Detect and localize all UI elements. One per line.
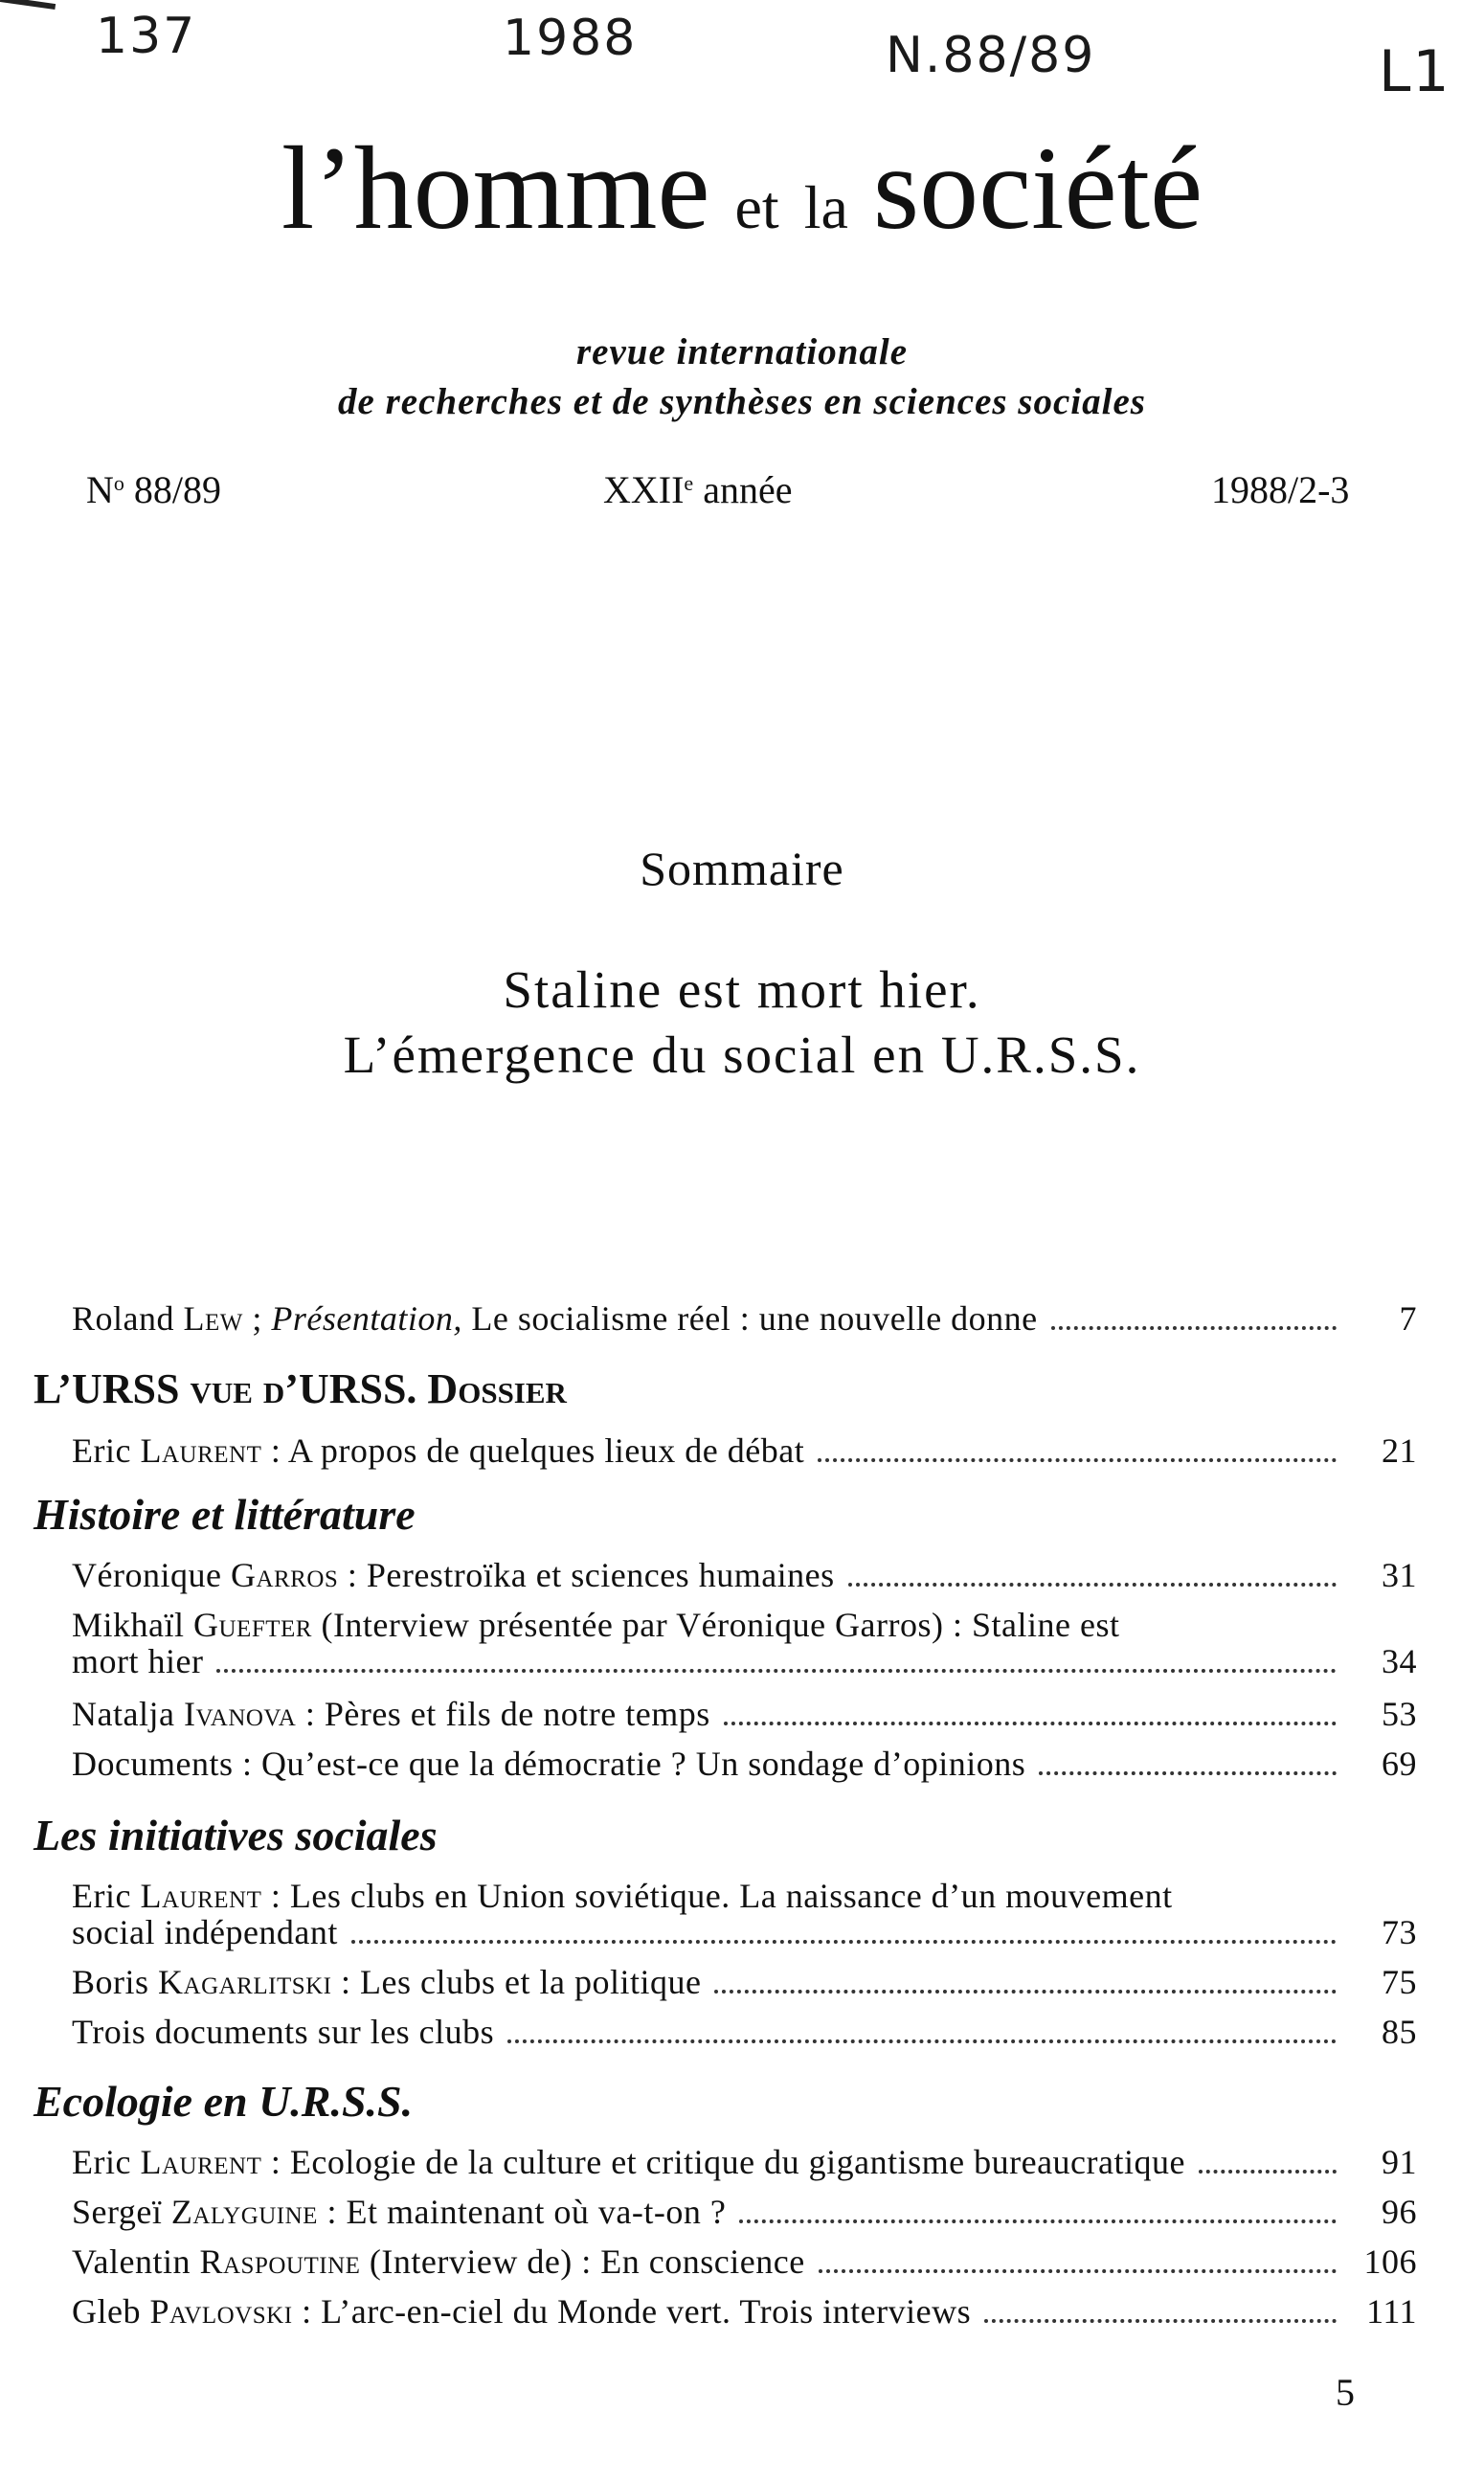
entry-title: : Pères et fils de notre temps [296,1695,710,1733]
dot-leader [216,1669,1337,1673]
toc-entry-continued [72,1637,1417,1681]
entry-title: : Les clubs en Union soviétique. La naissance d’un mouvement [261,1877,1173,1915]
author-first: Roland [72,1299,174,1338]
page-number: 69 [1382,1745,1417,1783]
section-heading-initiatives: Les initiatives sociales [34,1811,438,1859]
toc-entry [72,1427,1417,1471]
entry-title: : A propos de quelques lieux de débat [261,1431,805,1470]
author-last: Laurent [140,1877,262,1915]
page-number: 7 [1399,1299,1417,1338]
author-last: Laurent [140,1431,262,1470]
journal-title-et: et [734,173,779,241]
page-number: 53 [1382,1695,1417,1733]
page-number: 31 [1382,1556,1417,1594]
issue-number-value: 88/89 [133,468,222,511]
author-last: Raspoutine [199,2242,361,2281]
page-number: 73 [1382,1913,1417,1951]
author-first: Mikhaïl [72,1606,185,1644]
page-number: 106 [1363,2242,1417,2281]
author-first: Eric [72,1877,131,1915]
entry-title: (Interview de) : En conscience [360,2242,805,2281]
author-first: Eric [72,1431,131,1470]
dot-leader [507,2039,1337,2043]
dot-leader [1199,2170,1337,2174]
dot-leader [739,2219,1337,2223]
journal-title-societe: société [872,123,1203,254]
toc-entry [72,2238,1417,2282]
issue-number [86,467,221,512]
author-last: Garros [230,1556,339,1594]
toc-entry [72,2188,1417,2232]
issue-number-prefix: N [86,468,114,511]
handwritten-year: 1988 [503,10,638,67]
dot-leader [848,1583,1337,1587]
page-number: 96 [1382,2193,1417,2231]
journal-title [0,123,1484,254]
dot-leader [351,1940,1337,1944]
issue-date: 1988/2-3 [1211,468,1350,511]
author-first: Boris [72,1963,149,2001]
subtitle-line-2: de recherches et de synthèses en sciences sociales [338,381,1146,422]
dot-leader [724,1722,1337,1725]
dot-leader [984,2319,1337,2323]
page-folio: 5 [1336,2371,1355,2414]
journal-title-homme: l’homme [281,123,710,254]
scan-mark [0,0,56,10]
dot-leader [1039,1771,1337,1775]
section-heading-histoire: Histoire et littérature [34,1490,416,1539]
toc-entry-continued [72,1908,1417,1952]
journal-title-la: la [803,173,848,241]
author-last: Zalyguine [170,2193,318,2231]
handwritten-reference: N.88/89 [886,27,1096,84]
entry-title: : Ecologie de la culture et critique du gigantisme bureaucratique [261,2143,1185,2181]
toc-entry [72,1551,1417,1595]
author-first: Natalja [72,1695,175,1733]
entry-title-continued: mort hier [72,1642,204,1680]
contents-heading: Sommaire [640,842,844,895]
author-first: Eric [72,2143,131,2181]
author-last: Kagarlitski [158,1963,332,2001]
issue-year-word: année [703,468,793,511]
author-last: Lew [183,1299,243,1338]
page-number: 21 [1382,1431,1417,1470]
subtitle-line-1: revue internationale [575,331,909,372]
page-number: 85 [1382,2013,1417,2051]
theme-title-line-2: L’émergence du social en U.R.S.S. [343,1025,1141,1084]
page-number: 91 [1382,2143,1417,2181]
separator: ; [242,1299,272,1338]
entry-title: Le socialisme réel : une nouvelle donne [461,1299,1038,1338]
toc-entry [72,2287,1417,2332]
section-heading-dossier: L’URSS vue d’URSS. Dossier [34,1365,567,1412]
theme-title-line-1: Staline est mort hier. [503,960,981,1019]
section-heading-ecologie: Ecologie en U.R.S.S. [34,2077,414,2126]
author-first: Véronique [72,1556,222,1594]
handwritten-code: L1 [1379,38,1451,105]
toc-entry [72,1690,1417,1734]
author-last: Ivanova [183,1695,297,1733]
author-first: Gleb [72,2292,141,2331]
dot-leader [819,2269,1337,2273]
entry-title-continued: social indépendant [72,1913,338,1951]
presentation-label: Présentation, [271,1299,462,1338]
entry-title: : Et maintenant où va-t-on ? [317,2193,727,2231]
entry-title: : Perestroïka et sciences humaines [338,1556,835,1594]
dot-leader [1051,1326,1337,1330]
dot-leader [818,1458,1337,1462]
toc-entry [72,1958,1417,2002]
entry-title: Documents : Qu’est-ce que la démocratie ? Un sondage d’opinions [72,1745,1026,1783]
toc-entry-intro [72,1295,1417,1339]
toc-entry [72,2138,1417,2182]
entry-title: : Les clubs et la politique [331,1963,702,2001]
issue-year-sup: e [684,471,694,495]
handwritten-number: 137 [96,8,197,65]
author-first: Valentin [72,2242,191,2281]
issue-year-roman-value: XXII [603,468,685,511]
toc-entry [72,2008,1417,2052]
issue-number-sup: o [113,471,124,495]
dot-leader [714,1990,1337,1994]
author-first: Sergeï [72,2193,163,2231]
issue-year-roman [603,467,792,512]
page-number: 111 [1366,2292,1417,2331]
page-number: 34 [1382,1642,1417,1680]
toc-entry [72,1740,1417,1784]
author-last: Pavlovski [149,2292,293,2331]
author-last: Laurent [140,2143,262,2181]
author-last: Guefter [193,1606,312,1644]
entry-title: : L’arc-en-ciel du Monde vert. Trois interviews [292,2292,972,2331]
entry-title: (Interview présentée par Véronique Garros) : Staline est [311,1606,1120,1644]
entry-title: Trois documents sur les clubs [72,2013,495,2051]
page-number: 75 [1382,1963,1417,2001]
